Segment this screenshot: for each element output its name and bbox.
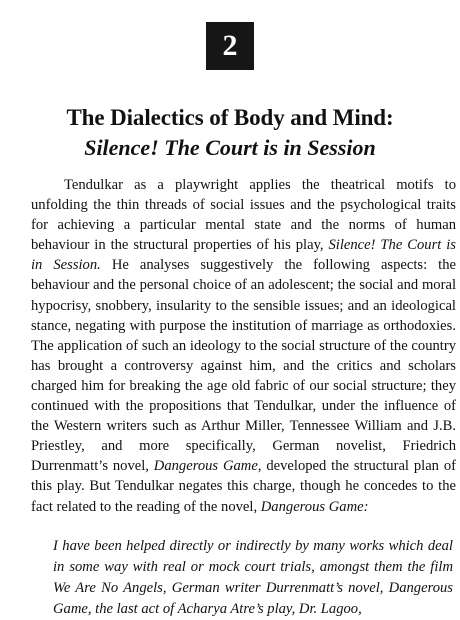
paragraph-text-b: He analyses suggestively the following aspects: the behaviour and the personal choice of an adolescent; the social and moral hypocrisy, snobbery, insularity to the sensible issues; and an ideological stance, negating with purpose the institution of marriage as orthodoxies. The application of such an ideology to the social structure of the country has brought a controversy against him, and the critics and scholars charged him for breaking the age old fabric of our social structure; they continued with the propositions that Tendulkar, under the influence of the Western writers such as Arthur Miller, Tennessee William and J.B. Priestley, and more specifically, German novelist, Friedrich Durrenmatt’s novel, bbox=[31, 257, 456, 475]
chapter-number: 2 bbox=[222, 29, 238, 62]
chapter-title-main: The Dialectics of Body and Mind: bbox=[66, 105, 394, 130]
block-quote: I have been helped directly or indirectly by many works which deal in some way with real or mock court trials, amongst them the film We Are No Angels, German writer Durrenmatt’s novel, Dangerous Game, the last act of Acharya Atre’s play, Dr. Lagoo, bbox=[53, 538, 453, 617]
body-paragraph bbox=[31, 175, 456, 517]
play-title-italic: Silence! The Court is in Session. bbox=[31, 237, 456, 274]
chapter-number-box bbox=[206, 22, 254, 70]
paragraph-1 bbox=[31, 175, 456, 517]
novel-title-italic: Dangerous Game bbox=[153, 458, 258, 475]
chapter-subtitle: Silence! The Court is in Session bbox=[84, 135, 376, 160]
novel-title-italic-2: Dangerous Game: bbox=[260, 498, 369, 515]
paragraph-text-c: , developed the structural plan of this play. But Tendulkar negates this charge, though he concedes to the fact related to the reading of the novel, bbox=[31, 458, 456, 515]
chapter-title bbox=[0, 104, 460, 161]
paragraph-text-a: Tendulkar as a playwright applies the theatrical motifs to unfolding the thin threads of social issues and the psychological traits for achieving a particular mental state and the norms of human behaviour in the structural properties of his play, bbox=[31, 177, 456, 254]
